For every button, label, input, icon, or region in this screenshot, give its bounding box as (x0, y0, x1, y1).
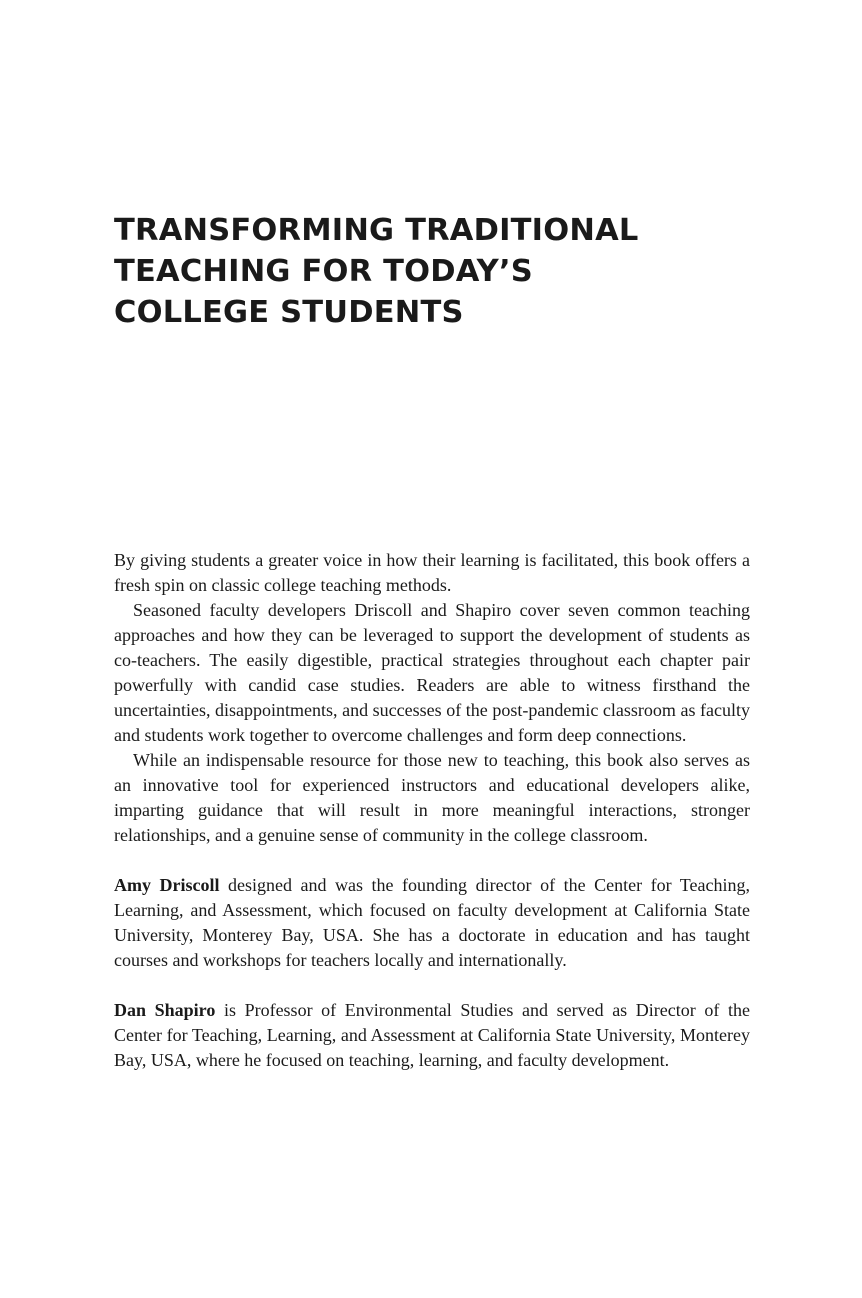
author-bio-shapiro (114, 998, 750, 1073)
title-line-2: TEACHING FOR TODAY’S (114, 254, 533, 289)
book-description (114, 548, 750, 1073)
description-paragraph-2: Seasoned faculty developers Driscoll and Shapiro cover seven common teaching approaches and how they can be leveraged to support the development of students as co-teachers. The easily digestible, practical strategies throughout each chapter pair powerfully with candid case studies. Readers are able to witness firsthand the uncertainties, disappointments, and successes of the post-pandemic classroom as faculty and students work together to overcome challenges and form deep connections. (114, 600, 750, 745)
author-bio-driscoll (114, 873, 750, 973)
book-title (114, 210, 754, 333)
author-name-shapiro: Dan Shapiro (114, 1000, 216, 1020)
description-paragraph-3: While an indispensable resource for those new to teaching, this book also serves as an innovative tool for experienced instructors and educational developers alike, imparting guidance that will result in more meaningful interactions, stronger relationships, and a genuine sense of community in the college classroom. (114, 750, 750, 845)
title-line-3: COLLEGE STUDENTS (114, 295, 464, 330)
title-line-1: TRANSFORMING TRADITIONAL (114, 213, 639, 248)
author-name-driscoll: Amy Driscoll (114, 875, 220, 895)
description-paragraph-1: By giving students a greater voice in how their learning is facilitated, this book offers a fresh spin on classic college teaching methods. (114, 550, 750, 595)
author-bio-text-driscoll: designed and was the founding director of the Center for Teaching, Learning, and Assessment, which focused on faculty development at California State University, Monterey Bay, USA. She has a doctorate in education and has taught courses and workshops for teachers locally and internationally. (114, 875, 750, 970)
author-bio-text-shapiro: is Professor of Environmental Studies and served as Director of the Center for Teaching, Learning, and Assessment at California State University, Monterey Bay, USA, where he focused on teaching, learning, and faculty development. (114, 1000, 750, 1070)
